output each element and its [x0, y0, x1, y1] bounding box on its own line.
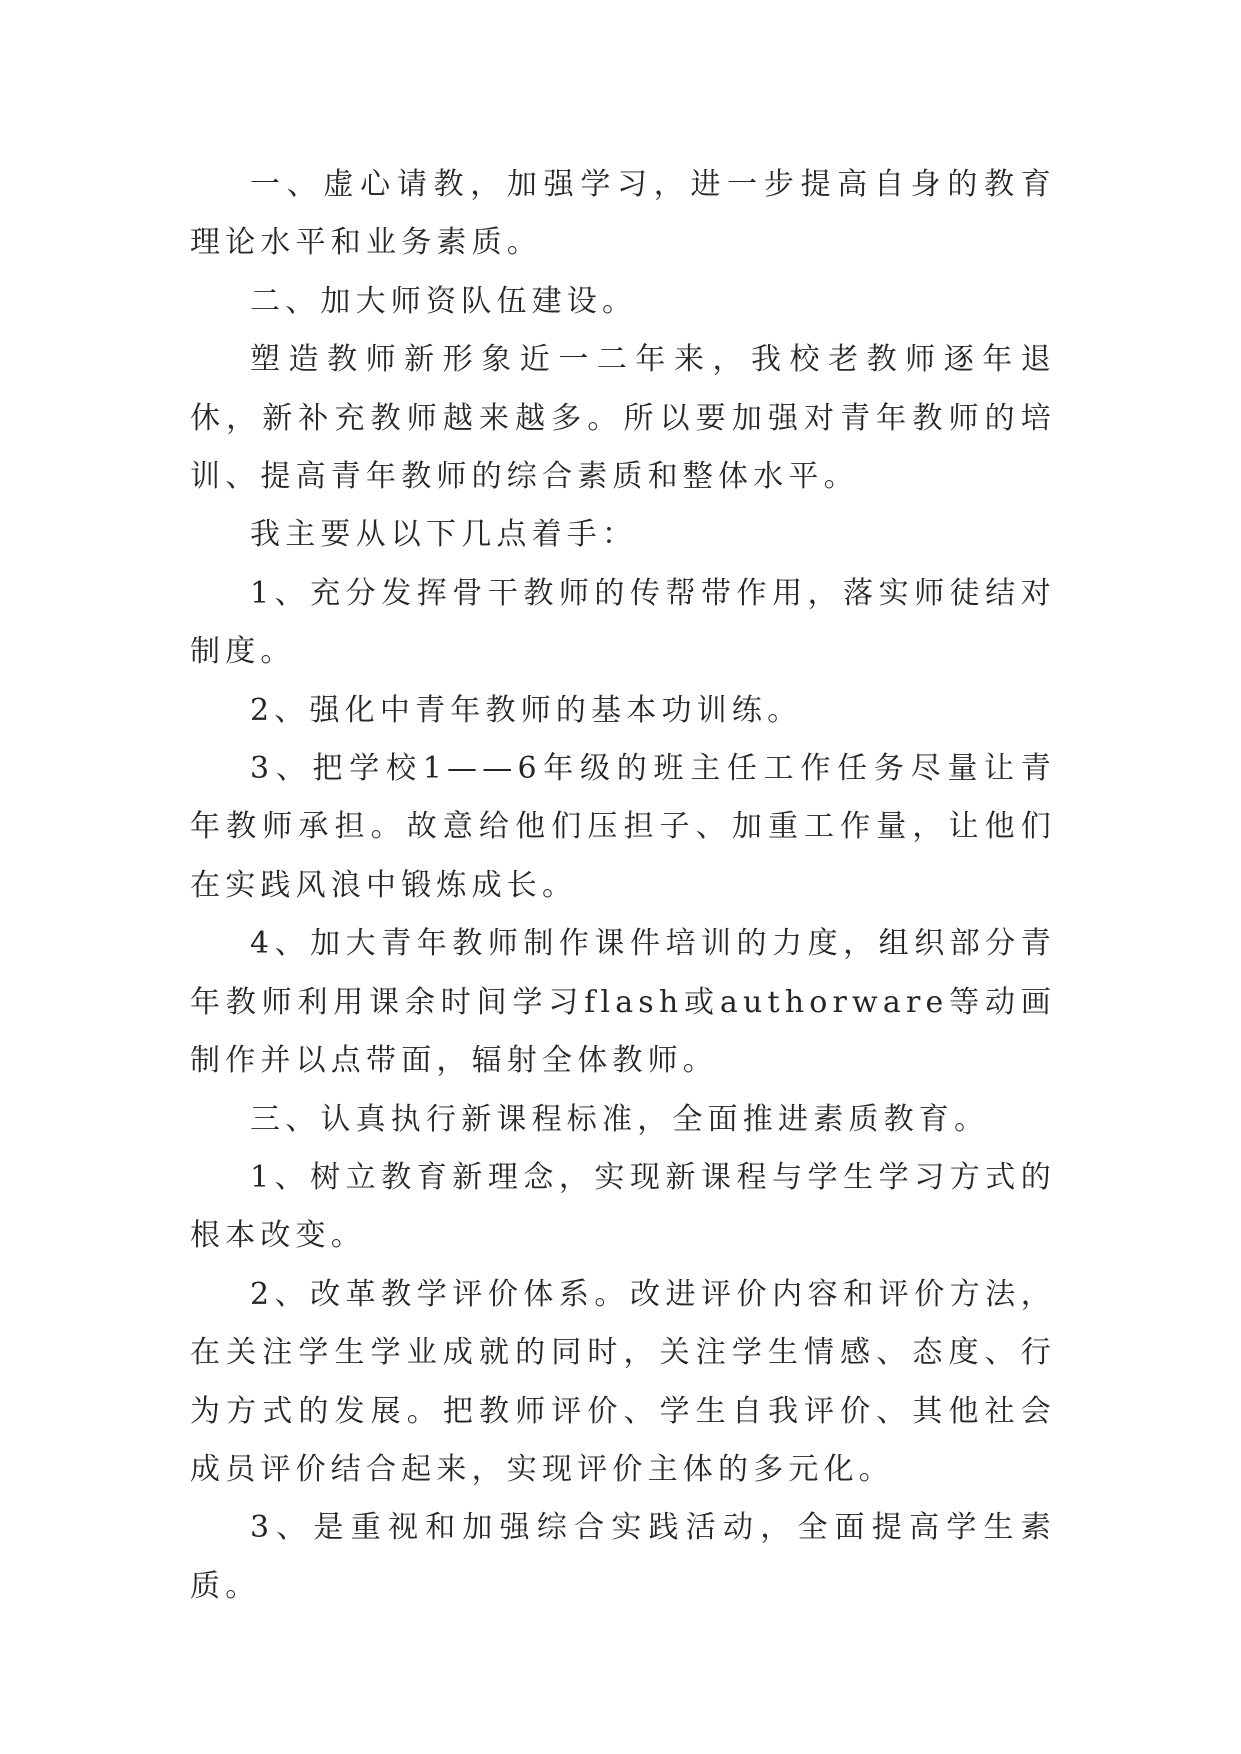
paragraph: 塑造教师新形象近一二年来，我校老教师逐年退休，新补充教师越来越多。所以要加强对青年教师的培训、提高青年教师的综合素质和整体水平。	[190, 342, 1056, 495]
paragraph: 3、是重视和加强综合实践活动，全面提高学生素质。	[190, 1510, 1056, 1604]
paragraph: 2、改革教学评价体系。改进评价内容和评价方法，在关注学生学业成就的同时，关注学生情感、态度、行为方式的发展。把教师评价、学生自我评价、其他社会成员评价结合起来，实现评价主体的多元化。	[190, 1276, 1056, 1487]
paragraph: 我主要从以下几点着手：	[250, 517, 638, 553]
paragraph: 2、强化中青年教师的基本功训练。	[250, 692, 803, 728]
paragraph: 二、加大师资队伍建设。	[250, 283, 638, 319]
document-body	[190, 156, 1056, 1616]
paragraph: 一、虚心请教，加强学习，进一步提高自身的教育理论水平和业务素质。	[190, 167, 1056, 261]
paragraph: 4、加大青年教师制作课件培训的力度，组织部分青年教师利用课余时间学习flash或authorware等动画制作并以点带面，辐射全体教师。	[190, 926, 1056, 1079]
paragraph: 三、认真执行新课程标准，全面推进素质教育。	[250, 1101, 990, 1137]
paragraph: 1、充分发挥骨干教师的传帮带作用，落实师徒结对制度。	[190, 575, 1056, 670]
paragraph: 3、把学校1——6年级的班主任工作任务尽量让青年教师承担。故意给他们压担子、加重工作量，让他们在实践风浪中锻炼成长。	[190, 751, 1056, 903]
paragraph: 1、树立教育新理念，实现新课程与学生学习方式的根本改变。	[190, 1159, 1056, 1254]
